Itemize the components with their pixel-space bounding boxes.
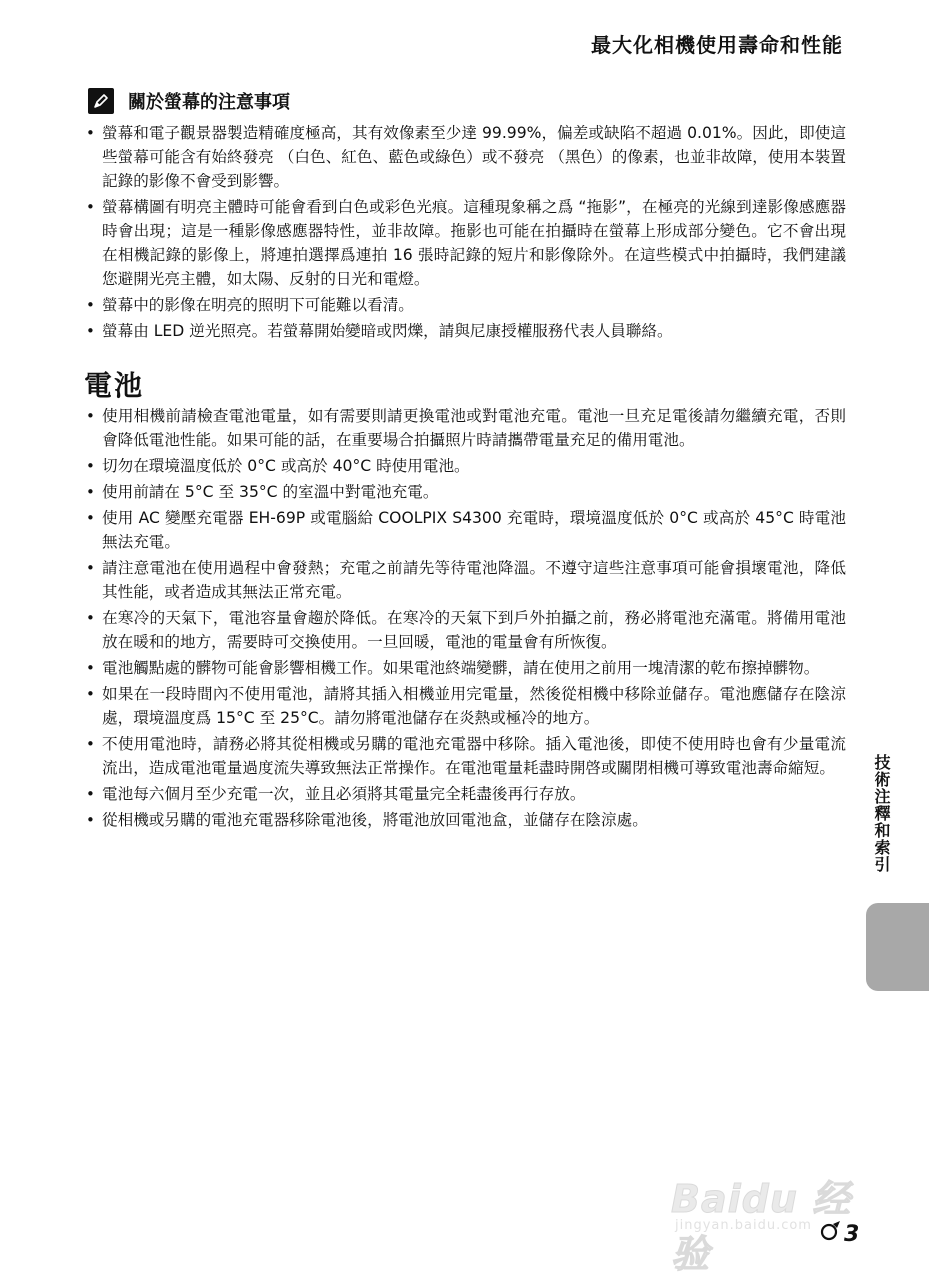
list-item: • 切勿在環境溫度低於 0°C 或高於 40°C 時使用電池。 [86,457,470,475]
list-item: • 使用 AC 變壓充電器 EH-69P 或電腦給 COOLPIX S4300 充電時，環境溫度低於 0°C 或高於 45°C 時電池無法充電。 [86,509,846,551]
list-item: • 在寒冷的天氣下，電池容量會趨於降低。在寒冷的天氣下到戶外拍攝之前，務必將電池充滿電。將備用電池放在暖和的地方，需要時可交換使用。一旦回暖，電池的電量會有所恢復。 [86,609,846,651]
list-item: • 從相機或另購的電池充電器移除電池後，將電池放回電池盒，並儲存在陰涼處。 [86,811,648,829]
pencil-note-icon [88,88,114,114]
list-item: • 電池每六個月至少充電一次，並且必須將其電量完全耗盡後再行存放。 [86,785,586,803]
note-list-section [84,121,846,345]
list-item: • 如果在一段時間內不使用電池，請將其插入相機並用完電量，然後從相機中移除並儲存。電池應儲存在陰涼處，環境溫度爲 15°C 至 25°C。請勿將電池儲存在炎熱或極冷的地方。 [86,685,846,727]
list-item: • 螢幕中的影像在明亮的照明下可能難以看清。 [86,296,414,314]
list-item: • 不使用電池時，請務必將其從相機或另購的電池充電器中移除。插入電池後，即使不使用時也會有少量電流流出，造成電池電量過度流失導致無法正常操作。在電池電量耗盡時開啓或關閉相機可導致電池壽命縮短。 [86,735,846,777]
note-heading [88,87,290,115]
note-list [84,121,846,343]
side-tab[interactable] [866,903,929,991]
watermark-url: jingyan.baidu.com [675,1218,812,1233]
page-number [818,1221,859,1247]
reference-page-icon [818,1220,842,1248]
page-number-text: 3 [844,1221,860,1247]
list-item: • 螢幕由 LED 逆光照亮。若螢幕開始變暗或閃爍，請與尼康授權服務代表人員聯絡。 [86,322,673,340]
battery-section-heading: 電池 [84,369,145,402]
watermark-brand: Baidu 经验 [671,1177,852,1276]
list-item: • 電池觸點處的髒物可能會影響相機工作。如果電池終端變髒，請在使用之前用一塊清潔的乾布擦掉髒物。 [86,659,820,677]
list-item: • 螢幕和電子觀景器製造精確度極高，其有效像素至少達 99.99%，偏差或缺陷不超過 0.01%。因此，即使這些螢幕可能含有始終發亮 （白色、紅色、藍色或綠色）或不發亮 （黑色）的像素，也並非故障，使用本裝置記錄的影像不會受到影響。 [86,124,846,190]
side-tab-label: 技術注釋和索引 [872,754,891,873]
note-heading-text: 關於螢幕的注意事項 [128,92,290,113]
list-item: • 使用前請在 5°C 至 35°C 的室溫中對電池充電。 [86,483,439,501]
list-item: • 使用相機前請檢查電池電量，如有需要則請更換電池或對電池充電。電池一旦充足電後請勿繼續充電，否則會降低電池性能。如果可能的話，在重要場合拍攝照片時請攜帶電量充足的備用電池。 [86,407,846,449]
list-item: • 請注意電池在使用過程中會發熱；充電之前請先等待電池降溫。不遵守這些注意事項可能會損壞電池，降低其性能，或者造成其無法正常充電。 [86,559,846,601]
list-item: • 螢幕構圖有明亮主體時可能會看到白色或彩色光痕。這種現象稱之爲 “拖影”，在極亮的光線到達影像感應器時會出現；這是一種影像感應器特性，並非故障。拖影也可能在拍攝時在螢幕上形成部分變色。它不會出現在相機記錄的影像上，將連拍選擇爲連拍 16 張時記錄的短片和影像除外。在這些模式中拍攝時，我們建議您避開光亮主體，如太陽、反射的日光和電燈。 [86,198,846,288]
page-header-title: 最大化相機使用壽命和性能 [591,33,843,57]
battery-list [84,404,846,832]
battery-list-section [84,404,846,834]
